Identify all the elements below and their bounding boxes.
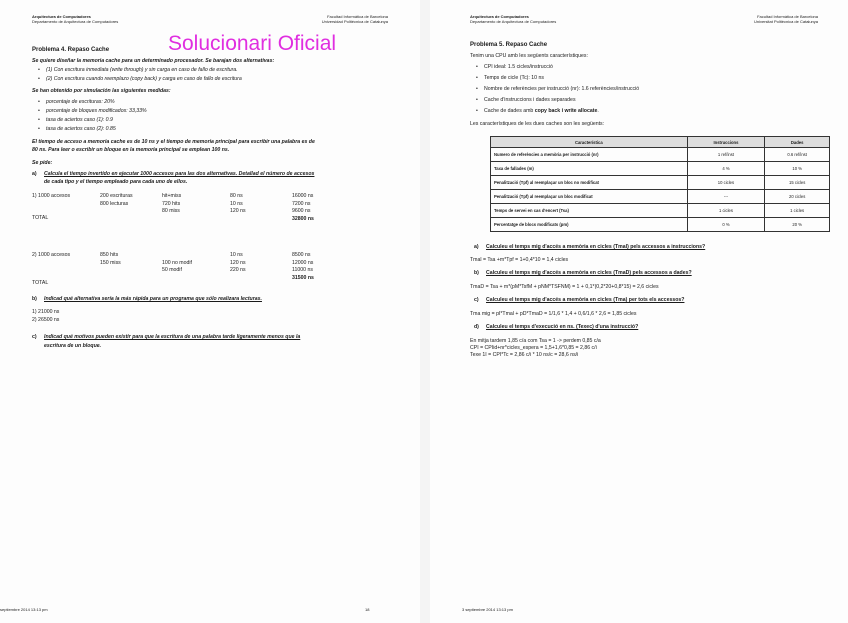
p5-feature: • Nombre de referències per instrucció (nr): 1.6 referències/instrucció xyxy=(476,86,639,93)
p5-qc-text xyxy=(486,297,684,304)
p4-measure: • tasa de aciertos caso (1): 0.9 xyxy=(38,117,113,124)
case1-time: 120 ns xyxy=(230,208,246,214)
p4-measure: • porcentaje de escrituras: 20% xyxy=(38,99,115,106)
table-cell: Penalització (Tpf) al reemplaçar un bloc modificat xyxy=(491,190,688,204)
case2-result: 8500 ns xyxy=(292,252,311,258)
p5-qd-answer xyxy=(470,338,601,359)
table-row xyxy=(491,190,830,204)
case1-results xyxy=(292,193,314,223)
p4-qb-answer: 2) 26500 ns xyxy=(32,316,60,323)
table-cell: --- xyxy=(687,190,765,204)
p5-feature-5 xyxy=(476,108,599,115)
case2-result: 12000 ns xyxy=(292,259,314,266)
case1-result: 7200 ns xyxy=(292,200,311,207)
case1-access: 800 lecturas xyxy=(100,200,129,207)
p5-qc-answer: Tma mig = pI*Tmal + pD*TmaD = 1/1,6 * 1,4 + 0,6/1,6 * 2,6 = 1,85 cicles xyxy=(470,311,637,317)
watermark-text: Solucionari Oficial xyxy=(168,32,337,55)
p5-qc-letter: c) xyxy=(474,297,479,303)
problem-5-title: Problema 5. Repaso Cache xyxy=(470,42,548,48)
case2-times xyxy=(230,252,246,275)
course-name: Arquitectura de Computadores xyxy=(470,14,529,19)
p4-sim-intro: Se han obtenido por simulación las siguientes medidas: xyxy=(32,88,171,94)
case2-access-types xyxy=(100,252,121,267)
problem-4-title: Problema 4. Repaso Cache xyxy=(32,47,110,53)
table-cell: Taxa de fallades (m) xyxy=(491,162,688,176)
p4-intro: Se quiere diseñar la memoria cache para un determinado procesador. Se barajan dos alternativas: xyxy=(32,58,275,64)
case1-kind: hit+miss xyxy=(162,193,182,199)
university-name: Universitat Politècnica de Catalunya xyxy=(753,19,818,24)
p4-qb-line: Indicad qué alternativa sería la más rápida para un programa que sólo realizara lecturas. xyxy=(44,296,262,302)
p5-qb-text xyxy=(486,270,692,277)
table-cell: 10 cicles xyxy=(687,176,765,190)
p5-qb-letter: b) xyxy=(474,270,479,276)
p4-qc-line1: Indicad qué motivos pueden existir para que la escritura de una palabra tarde ligeramente menos que la xyxy=(44,334,301,340)
p5-qa-line: Calculeu el temps mig d'accés a memòria en cicles (Tmal) pels accessos a instruccions? xyxy=(486,244,706,250)
p4-se-pide: Se pide: xyxy=(32,160,53,166)
left-page-number: 18 xyxy=(365,607,370,612)
p5-qb-line: Calculeu el temps mig d'accés a memòria en cicles (TmaD) pels accessos a dades? xyxy=(486,270,692,276)
case1-time: 80 ns xyxy=(230,193,243,199)
table-cell: 0.6 ref/inst xyxy=(765,148,830,162)
case2-time: 220 ns xyxy=(230,267,246,273)
course-name: Arquitectura de Computadores xyxy=(32,14,91,19)
case1-kind: 720 hits xyxy=(162,200,181,207)
case2-kind: 100 no modif xyxy=(162,259,192,266)
case1-total-label: TOTAL xyxy=(32,215,49,221)
table-cell: 10 % xyxy=(765,162,830,176)
p5-feature: • Temps de cicle (Tc): 10 ns xyxy=(476,75,544,82)
table-cell: Numero de referències a memòria per instrucció (nr) xyxy=(491,148,688,162)
p5-feature5-bold: copy back i write allocate xyxy=(534,108,598,114)
right-footer-date: 3 septiembre 2014 13:13 pm xyxy=(462,607,513,612)
p5-feature5-end: . xyxy=(597,108,599,114)
case1-label: 1) 1000 accesos xyxy=(32,193,71,199)
p4-qc-text xyxy=(44,334,300,341)
case1-result: 9600 ns xyxy=(292,208,311,214)
table-row xyxy=(491,204,830,218)
table-row xyxy=(491,162,830,176)
left-footer-date: septiembre 2014 13:13 pm xyxy=(0,607,48,612)
p4-qc-text-2: escritura de un bloque. xyxy=(44,343,102,349)
case1-total-value: 32800 ns xyxy=(292,215,314,222)
right-page xyxy=(430,0,848,623)
p5-qd-answer-line: CPI = CPIid+nr*cicles_espera = 1,5+1,6*0,85 = 2,86 c/i xyxy=(470,345,597,351)
case1-kind: 80 miss xyxy=(162,208,180,214)
right-header-faculty xyxy=(754,14,818,24)
p4-qa-text-2: de cada tipo y el tiempo empleado para cada uno de ellos. xyxy=(44,179,188,185)
p5-qd-line: Calculeu el temps d'execució en ns. (Texec) d'una instrucció? xyxy=(486,324,639,330)
p5-feature: • CPI ideal: 1.5 cicles/instrucció xyxy=(476,64,553,71)
table-cell: 20 % xyxy=(765,218,830,232)
case2-access: 150 miss xyxy=(100,259,121,266)
p4-alt-1: • (1) Con escritura inmediata (write through) y sin carga en caso de fallo de escritura. xyxy=(38,67,238,74)
table-row xyxy=(491,176,830,190)
case2-total-label: TOTAL xyxy=(32,280,49,286)
table-cell: 1 cicles xyxy=(687,204,765,218)
column-header: Instruccions xyxy=(687,137,765,148)
p4-qc-letter: c) xyxy=(32,334,37,340)
p4-qb-letter: b) xyxy=(32,296,37,302)
table-cell: 20 cicles xyxy=(765,190,830,204)
table-cell: 15 cicles xyxy=(765,176,830,190)
case1-time: 10 ns xyxy=(230,200,243,207)
table-cell: Penalització (Tpf) al reemplaçar un bloc no modificat xyxy=(491,176,688,190)
column-header: Dades xyxy=(765,137,830,148)
p4-qb-text xyxy=(44,296,262,303)
p4-qa-letter: a) xyxy=(32,171,37,177)
table-cell: 0 % xyxy=(687,218,765,232)
p5-qd-text xyxy=(486,324,638,331)
case1-result: 16000 ns xyxy=(292,193,314,199)
table-header-row xyxy=(491,137,830,148)
p4-timing-2: 80 ns. Para leer o escribir un bloque en la memoria principal se emplean 100 ns. xyxy=(32,147,230,153)
p5-qc-line: Calculeu el temps mig d'accés a memòria en cicles (Tma) per tots els accessos? xyxy=(486,297,685,303)
left-header-dept xyxy=(32,14,118,24)
case2-kind: 50 modif xyxy=(162,267,182,273)
table-cell: Temps de servei en cas d'encert (Tsa) xyxy=(491,204,688,218)
p5-qd-answer-line: Texe 1I = CPI*Tc = 2,86 c/i * 10 ns/c = 28,6 ns/i xyxy=(470,352,579,358)
faculty-name: Facultad Informàtica de Barcelona xyxy=(757,14,818,19)
p5-qd-answer-line: En mitja tardem 1,85 c/a com Tsa = 1 -> perdem 0,85 c/a xyxy=(470,338,601,344)
p5-qd-letter: d) xyxy=(474,324,479,330)
case2-time: 120 ns xyxy=(230,259,246,266)
p5-qa-text xyxy=(486,244,705,251)
table-cell: 1 cicles xyxy=(765,204,830,218)
case2-breakdown xyxy=(162,260,192,275)
case2-result: 11000 ns xyxy=(292,267,313,273)
left-header-faculty xyxy=(322,14,388,24)
cache-characteristics-table xyxy=(490,136,830,232)
table-cell: 4 % xyxy=(687,162,765,176)
p5-feature: • Cache d'instruccions i dades separades xyxy=(476,97,576,104)
case2-results xyxy=(292,252,314,282)
p4-qb-answer: 1) 21000 ns xyxy=(32,309,60,315)
case2-access: 850 hits xyxy=(100,252,119,258)
case1-access: 200 escrituras xyxy=(100,193,133,199)
department-name: Departamento de Arquitectura de Computadores xyxy=(32,19,119,24)
table-cell: Percentatge de blocs modificats (pm) xyxy=(491,218,688,232)
p4-qa-line1: Calcula el tiempo invertido en ejecutar 1000 accesos para las dos alternativas. Detallad el número de accesos xyxy=(44,171,315,177)
case1-times xyxy=(230,193,246,216)
p4-timing-1: El tiempo de acceso a memoria cache es de 10 ns y el tiempo de memoria principal para escribir una palabra es de xyxy=(32,139,315,145)
table-row xyxy=(491,218,830,232)
p4-alt-2: • (2) Con escritura cuando reemplazo (copy back) y carga en caso de fallo de escritura xyxy=(38,76,242,83)
case1-breakdown xyxy=(162,193,181,216)
right-header-dept xyxy=(470,14,556,24)
case2-label: 2) 1000 accesos xyxy=(32,252,71,258)
p5-qb-answer: TmaD = Tsa + m*(pM*TsfM + pNM*TSFNM) = 1 + 0,1*(0,2*20+0,8*15) = 2,6 cicles xyxy=(470,284,659,290)
column-header: Característica xyxy=(491,137,688,148)
department-name: Departamento de Arquitectura de Computadores xyxy=(470,19,557,24)
p5-qa-answer: Tmal = Tsa +m*Tpf = 1+0,4*10 = 1,4 cicles xyxy=(470,257,569,263)
p4-measure: • tasa de aciertos caso (2): 0.85 xyxy=(38,126,116,133)
p5-feature5-a: Cache de dades amb xyxy=(484,108,535,114)
faculty-name: Facultad Informática de Barcelona xyxy=(327,14,388,19)
case2-time: 10 ns xyxy=(230,252,243,258)
p5-table-intro: Les característiques de les dues caches son les següents: xyxy=(470,121,605,127)
university-name: Universidad Politécnica de Catalunya xyxy=(321,19,388,24)
left-page xyxy=(0,0,420,623)
p4-measure: • porcentaje de bloques modificados: 33,33% xyxy=(38,108,147,115)
table-row xyxy=(491,148,830,162)
table-cell: 1 ref/inst xyxy=(687,148,765,162)
case2-total-value: 31500 ns xyxy=(292,274,314,281)
p4-qa-text xyxy=(44,171,314,178)
p5-qa-letter: a) xyxy=(474,244,479,250)
p4-qb-answers xyxy=(32,309,59,324)
p5-intro: Tenim una CPU amb les següents característiques: xyxy=(470,53,588,59)
case1-access-types xyxy=(100,193,133,208)
